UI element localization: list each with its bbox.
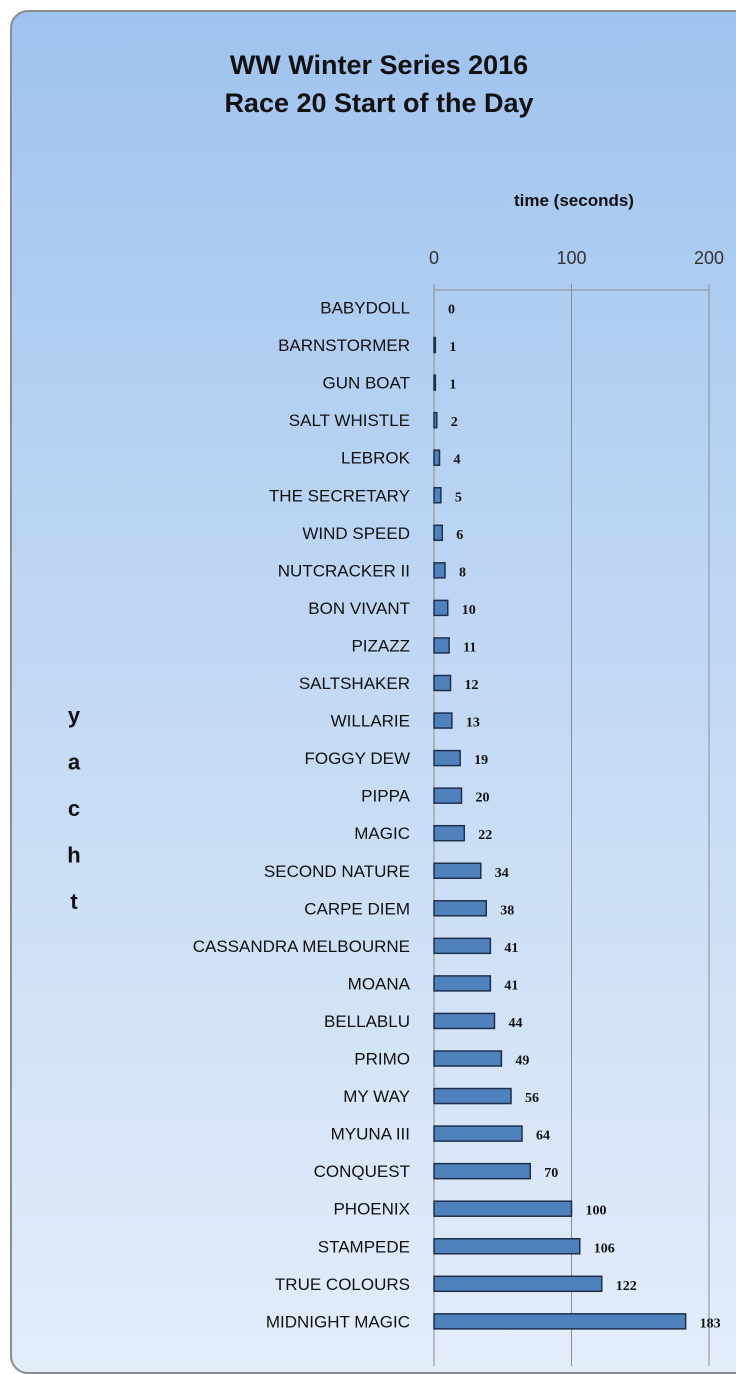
data-label: 5 [454, 490, 462, 506]
x-tick-label: 0 [428, 248, 440, 268]
data-label: 56 [525, 1091, 539, 1107]
category-label: MY WAY [343, 1087, 410, 1107]
category-label: CONQUEST [313, 1162, 410, 1182]
bar [434, 1089, 511, 1104]
category-label: THE SECRETARY [268, 486, 410, 506]
category-label: PRIMO [354, 1049, 410, 1069]
category-label: NUTCRACKER II [277, 561, 410, 581]
category-label: WIND SPEED [302, 523, 410, 543]
y-axis-title-letter: c [67, 796, 81, 821]
x-tick-label: 200 [693, 248, 725, 268]
bar [434, 375, 435, 390]
data-label: 1 [449, 340, 457, 356]
bar [434, 1276, 602, 1291]
bar [434, 901, 486, 916]
bar [434, 1164, 530, 1179]
bar [434, 638, 449, 653]
data-label: 2 [450, 415, 458, 431]
data-label: 64 [536, 1128, 550, 1144]
chart-title-line-2: Race 20 Start of the Day [224, 88, 534, 118]
data-label: 19 [474, 753, 489, 769]
category-label: BELLABLU [324, 1011, 410, 1031]
category-label: CARPE DIEM [304, 899, 410, 919]
bar [434, 450, 440, 465]
category-label: TRUE COLOURS [274, 1274, 410, 1294]
data-label: 13 [465, 715, 480, 731]
data-label: 41 [504, 940, 519, 956]
category-label: PHOENIX [333, 1199, 410, 1219]
bar [434, 1126, 522, 1141]
bar [434, 1201, 572, 1216]
bar [434, 863, 481, 878]
y-axis-title-letter: y [67, 703, 81, 728]
data-label: 49 [515, 1053, 530, 1069]
bars [434, 338, 686, 1329]
category-label: GUN BOAT [322, 373, 410, 393]
bar [434, 713, 452, 728]
data-label: 34 [494, 865, 509, 881]
category-label: SALT WHISTLE [288, 411, 410, 431]
bar [434, 413, 437, 428]
category-label: PIZAZZ [351, 636, 410, 656]
data-label: 38 [500, 903, 515, 919]
x-axis-title: time (seconds) [514, 191, 634, 210]
chart-frame [10, 10, 736, 1374]
data-label: 100 [585, 1203, 607, 1219]
bar [434, 1051, 501, 1066]
data-label: 183 [699, 1316, 721, 1332]
bar [434, 788, 462, 803]
data-label: 8 [459, 565, 466, 581]
data-label: 70 [544, 1166, 559, 1182]
data-label: 12 [464, 678, 479, 693]
category-label: MOANA [347, 974, 410, 994]
data-label: 10 [461, 602, 476, 618]
category-label: LEBROK [341, 448, 410, 468]
category-label: MIDNIGHT MAGIC [265, 1312, 410, 1332]
bar [434, 1013, 495, 1028]
bar [434, 600, 448, 615]
chart-title-line-1: WW Winter Series 2016 [229, 50, 529, 80]
category-labels [193, 299, 411, 1332]
bar [434, 1239, 580, 1254]
y-axis-title-letter: h [67, 842, 81, 868]
category-label: SALTSHAKER [298, 674, 410, 693]
category-label: FOGGY DEW [304, 749, 410, 769]
bar [434, 488, 441, 503]
data-label: 22 [478, 828, 493, 844]
data-label: 0 [448, 302, 455, 318]
data-label: 1 [449, 377, 457, 393]
category-label: CASSANDRA MELBOURNE [192, 936, 410, 956]
category-label: PIPPA [361, 786, 410, 806]
data-label: 44 [508, 1015, 523, 1031]
x-tick-label: 100 [556, 248, 587, 268]
category-label: MYUNA III [330, 1124, 410, 1144]
bar [434, 563, 445, 578]
y-axis-title-letter: a [67, 749, 81, 775]
bar [434, 338, 435, 353]
category-label: BON VIVANT [308, 598, 410, 618]
data-label: 20 [475, 790, 490, 806]
data-label: 6 [456, 527, 464, 543]
bar [434, 1314, 686, 1329]
data-label: 106 [593, 1241, 615, 1257]
bar [434, 751, 460, 766]
bar-chart [12, 12, 736, 1372]
data-label: 11 [463, 640, 477, 656]
category-label: BARNSTORMER [278, 336, 410, 356]
bar [434, 826, 464, 841]
y-axis-title-letter: t [70, 889, 78, 914]
data-label: 41 [504, 978, 519, 994]
y-axis-title [67, 703, 81, 914]
bar [434, 525, 442, 540]
x-axis-ticks [429, 248, 724, 290]
category-label: SECOND NATURE [263, 861, 410, 881]
category-label: BABYDOLL [320, 298, 410, 318]
category-label: STAMPEDE [317, 1237, 410, 1257]
data-label: 122 [615, 1278, 637, 1294]
bar [434, 976, 490, 991]
bar [434, 676, 451, 691]
data-label: 4 [453, 452, 461, 468]
category-label: WILLARIE [330, 711, 410, 731]
bar [434, 938, 490, 953]
category-label: MAGIC [354, 824, 410, 844]
